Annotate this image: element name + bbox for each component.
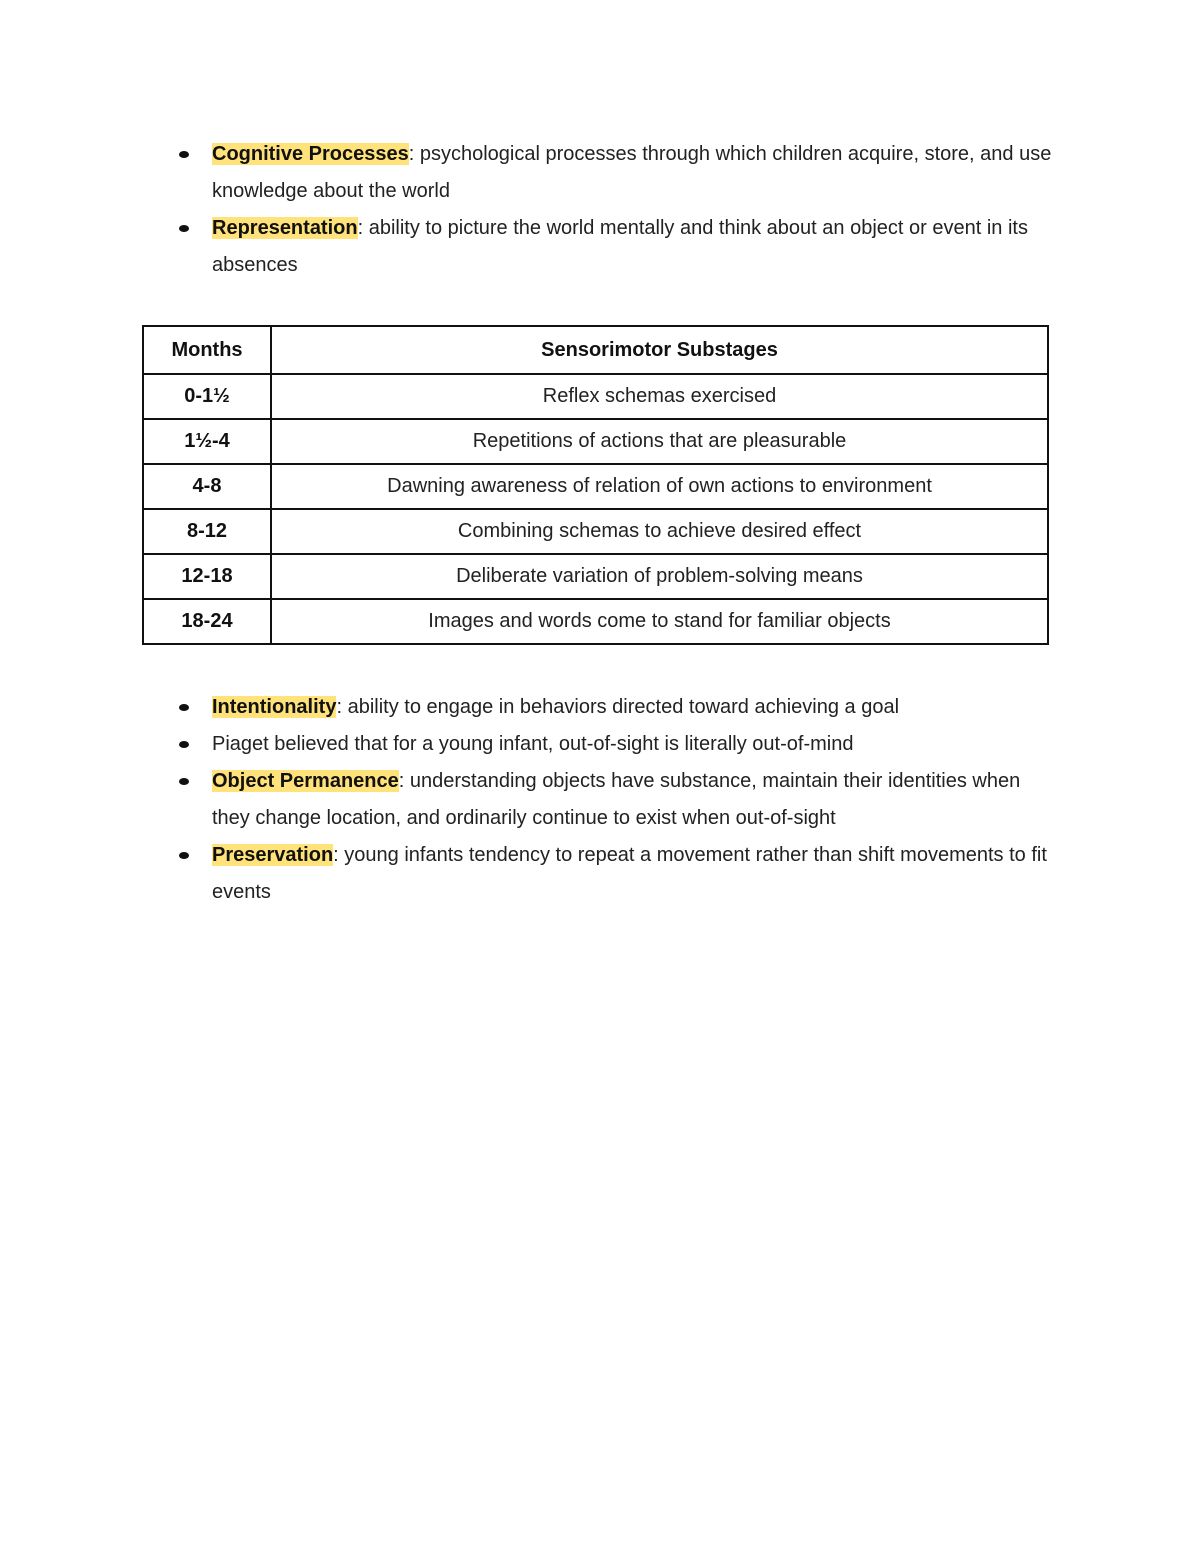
bullet-icon xyxy=(179,225,189,232)
table-row xyxy=(143,509,1048,554)
list-item xyxy=(172,210,1052,284)
definition-text: : ability to picture the world mentally and think about an object or event in its absences xyxy=(212,217,1028,276)
list-item xyxy=(172,726,1052,763)
months-cell: 0-1½ xyxy=(143,374,271,419)
substages-header: Sensorimotor Substages xyxy=(271,326,1048,374)
table-row xyxy=(143,374,1048,419)
table-row xyxy=(143,554,1048,599)
term-highlight: Preservation xyxy=(212,844,334,866)
list-item xyxy=(172,763,1052,837)
top-bullet-list xyxy=(172,136,1052,284)
bullet-icon xyxy=(179,741,189,748)
substage-cell: Images and words come to stand for familiar objects xyxy=(271,599,1048,644)
bullet-icon xyxy=(179,151,189,158)
bullet-icon xyxy=(179,704,189,711)
list-item xyxy=(172,689,1052,726)
term-highlight: Object Permanence xyxy=(212,770,399,792)
substage-cell: Combining schemas to achieve desired effect xyxy=(271,509,1048,554)
sensorimotor-table xyxy=(142,325,1049,645)
substage-cell: Repetitions of actions that are pleasurable xyxy=(271,419,1048,464)
definition-text: : ability to engage in behaviors directed toward achieving a goal xyxy=(336,696,900,718)
list-item xyxy=(172,837,1052,911)
months-header: Months xyxy=(143,326,271,374)
months-cell: 8-12 xyxy=(143,509,271,554)
table-row xyxy=(143,419,1048,464)
substage-cell: Deliberate variation of problem-solving means xyxy=(271,554,1048,599)
table-row xyxy=(143,599,1048,644)
months-cell: 4-8 xyxy=(143,464,271,509)
table-row xyxy=(143,464,1048,509)
bottom-bullet-list xyxy=(172,689,1052,911)
definition-text: : young infants tendency to repeat a movement rather than shift movements to fit events xyxy=(212,844,1047,903)
months-cell: 18-24 xyxy=(143,599,271,644)
substage-cell: Dawning awareness of relation of own actions to environment xyxy=(271,464,1048,509)
substage-cell: Reflex schemas exercised xyxy=(271,374,1048,419)
bullet-icon xyxy=(179,778,189,785)
term-highlight: Intentionality xyxy=(212,696,337,718)
months-cell: 1½-4 xyxy=(143,419,271,464)
bullet-icon xyxy=(179,852,189,859)
table-header-row xyxy=(143,326,1048,374)
term-highlight: Representation xyxy=(212,217,358,239)
months-cell: 12-18 xyxy=(143,554,271,599)
statement-text: Piaget believed that for a young infant, out-of-sight is literally out-of-mind xyxy=(212,733,854,755)
definition-text: : psychological processes through which children acquire, store, and use knowledge about the world xyxy=(212,143,1052,202)
list-item xyxy=(172,136,1052,210)
term-highlight: Cognitive Processes xyxy=(212,143,409,165)
definition-text: : understanding objects have substance, maintain their identities when they change location, and ordinarily continue to exist when out-of-sight xyxy=(212,770,1021,829)
